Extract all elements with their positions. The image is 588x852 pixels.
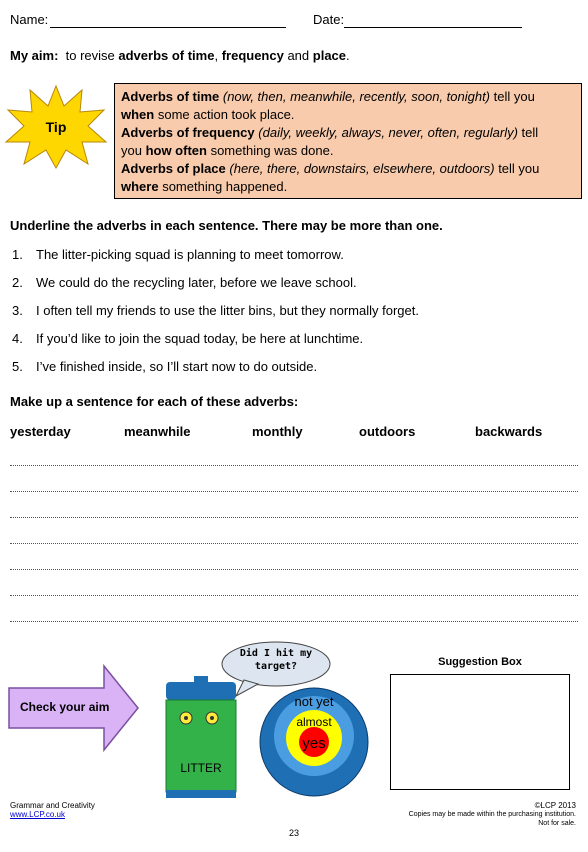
adverb-yesterday: yesterday — [10, 424, 71, 439]
sentence-item: 4. If you’d like to join the squad today, be here at lunchtime. — [12, 331, 364, 346]
bubble-text: Did I hit my target? — [239, 648, 313, 672]
task2-instruction: Make up a sentence for each of these adverbs: — [10, 394, 299, 409]
writing-line[interactable] — [10, 543, 578, 544]
sentence-item: 1. The litter-picking squad is planning to meet tomorrow. — [12, 247, 344, 262]
writing-line[interactable] — [10, 517, 578, 518]
footer-note-1: Copies may be made within the purchasing institution. — [408, 811, 576, 818]
name-field[interactable] — [50, 27, 286, 28]
tip-box: Adverbs of time (now, then, meanwhile, recently, soon, tonight) tell you when some action took place. Adverbs of frequency (daily, weekly, always, never, often, regularly) tell you how often something was done. Adverbs of place (here, there, downstairs, elsewhere, outdoors) tell you where something happened. — [114, 83, 582, 199]
adverb-outdoors: outdoors — [359, 424, 416, 439]
target-middle-label: almost — [296, 715, 332, 729]
sentence-item: 5. I’ve finished inside, so I’ll start now to do outside. — [12, 359, 318, 374]
sentence-item: 2. We could do the recycling later, before we leave school. — [12, 275, 357, 290]
tip-label: Tip — [45, 119, 67, 135]
date-label: Date: — [313, 12, 345, 27]
target-inner-label: yes — [302, 735, 326, 752]
bin-label: LITTER — [180, 761, 222, 775]
page-number: 23 — [288, 828, 299, 838]
writing-line[interactable] — [10, 595, 578, 596]
task1-instruction: Underline the adverbs in each sentence. There may be more than one. — [10, 218, 443, 233]
aim-line: My aim: to revise adverbs of time, frequency and place. — [10, 48, 350, 63]
writing-line[interactable] — [10, 621, 578, 622]
adverb-meanwhile: meanwhile — [124, 424, 191, 439]
litter-bin-icon — [164, 676, 238, 800]
footer-link[interactable]: www.LCP.co.uk — [10, 810, 65, 819]
target-icon — [258, 686, 370, 798]
writing-line[interactable] — [10, 491, 578, 492]
footer-note-2: Not for sale. — [538, 820, 576, 827]
name-label: Name: — [10, 12, 49, 27]
target-outer-label: not yet — [294, 694, 334, 709]
writing-line[interactable] — [10, 569, 578, 570]
adverb-backwards: backwards — [475, 424, 543, 439]
sentence-item: 3. I often tell my friends to use the litter bins, but they normally forget. — [12, 303, 419, 318]
writing-line[interactable] — [10, 465, 578, 466]
suggestion-box[interactable] — [390, 674, 570, 790]
footer-title: Grammar and Creativity — [10, 801, 95, 810]
suggestion-title: Suggestion Box — [438, 656, 522, 668]
check-aim-label: Check your aim — [20, 700, 110, 714]
adverb-monthly: monthly — [252, 424, 303, 439]
date-field[interactable] — [344, 27, 522, 28]
footer-copyright: ©LCP 2013 — [534, 801, 576, 810]
tip-star-icon — [4, 84, 108, 170]
